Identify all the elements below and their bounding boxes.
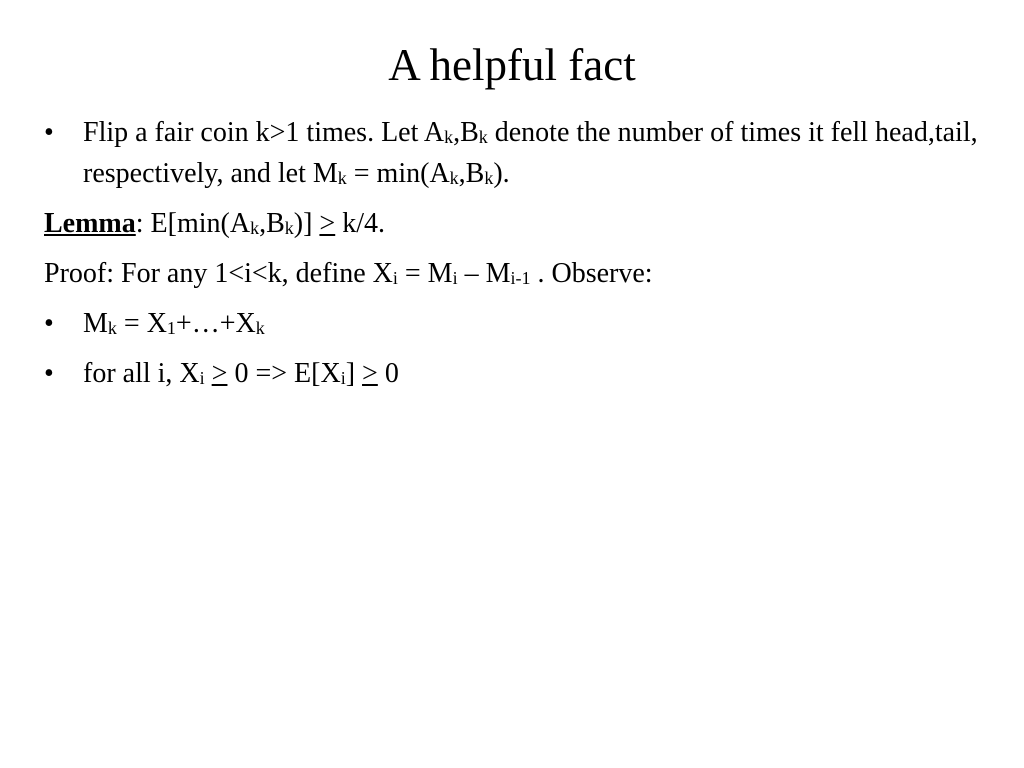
text-segment: ,B [458, 158, 485, 189]
subscript: i [199, 368, 205, 388]
text-segment: 0 [377, 358, 399, 389]
subscript: k [107, 318, 117, 338]
subscript: i [392, 268, 398, 288]
bullet-nonnegative [44, 353, 1004, 394]
text-segment: – M [457, 258, 511, 289]
subscript: i [340, 368, 346, 388]
bullet-marker: • [44, 358, 54, 389]
text-segment: )] [293, 208, 320, 239]
text-segment: = M [397, 258, 453, 289]
text-segment: : E[min(A [135, 208, 251, 239]
geq-symbol: > [211, 358, 228, 389]
bullet-sum [44, 303, 1004, 344]
bullet-marker: • [44, 308, 54, 339]
text-segment: +…+X [175, 308, 256, 339]
text-segment: = min(A [346, 158, 450, 189]
text-segment: Flip a fair coin k>1 times. Let A [83, 117, 445, 148]
text-segment: ,B [453, 117, 479, 148]
slide-body [44, 112, 1004, 394]
subscript: k [484, 168, 494, 188]
text-segment: k/4. [335, 208, 385, 239]
geq-symbol: > [319, 208, 336, 239]
text-segment: = X [116, 308, 167, 339]
subscript: k [449, 168, 459, 188]
proof-line [44, 253, 1004, 294]
text-segment [205, 358, 212, 389]
text-segment: ,B [259, 208, 285, 239]
subscript: k [284, 218, 294, 238]
subscript: k [255, 318, 265, 338]
text-segment: 0 => E[X [227, 358, 341, 389]
lemma-label: Lemma [44, 208, 136, 239]
text-segment: . Observe: [530, 258, 653, 289]
bullet-coin-flip [44, 112, 1004, 194]
bullet-marker: • [44, 117, 54, 148]
subscript: i-1 [510, 268, 531, 288]
subscript: 1 [166, 318, 176, 338]
text-segment: ). [493, 158, 510, 189]
text-segment: for all i, X [83, 358, 200, 389]
subscript: k [337, 168, 347, 188]
text-segment: denote the number of times it fell head,tail, respectively, and let M [83, 117, 978, 189]
subscript: i [452, 268, 458, 288]
subscript: k [478, 127, 488, 147]
subscript: k [444, 127, 454, 147]
geq-symbol: > [362, 358, 378, 389]
subscript: k [250, 218, 260, 238]
text-segment: M [83, 308, 108, 339]
text-segment: Proof: For any 1<i<k, define X [44, 258, 393, 289]
slide-title: A helpful fact [388, 40, 636, 90]
text-segment: ] [345, 358, 363, 389]
lemma-line [44, 203, 1004, 244]
